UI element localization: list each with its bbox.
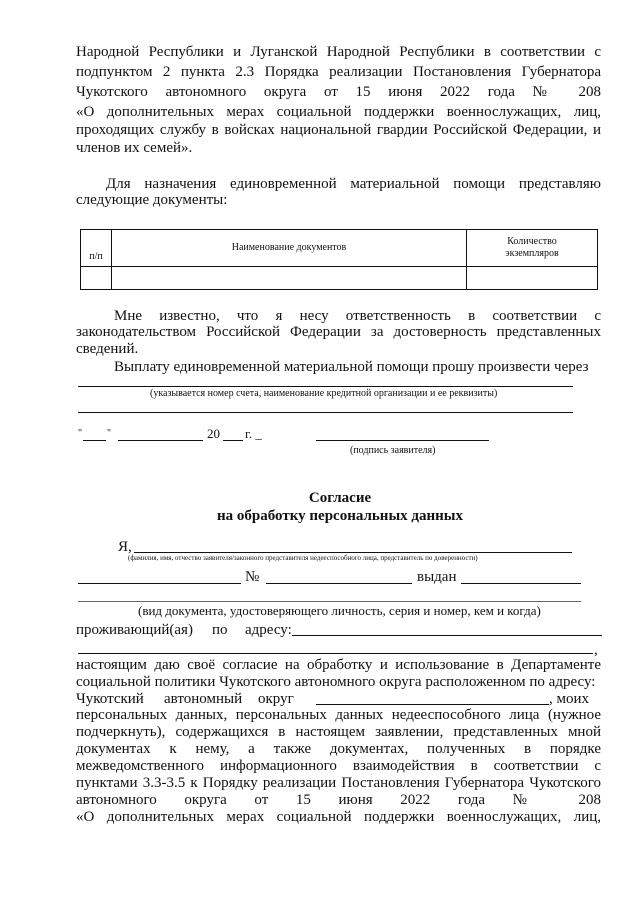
responsibility-line-3: сведений. <box>76 341 139 357</box>
consent-ya: Я, <box>118 539 132 555</box>
signature-line[interactable] <box>316 440 489 441</box>
docs-intro-line-1: Для назначения единовременной материальной помощи представляю <box>106 176 601 192</box>
date-quote-close: " <box>107 428 112 439</box>
consent-chukotka-2: автономный <box>164 691 243 707</box>
consent-address-comma: , <box>594 642 598 658</box>
consent-body-line-8: автономного округа от 15 июня 2022 года № 208 <box>76 792 601 808</box>
col-header-count-1: Количество <box>507 236 557 247</box>
intro-line-5: проходящих службу в войсках национальной гвардии Российской Федерации, и <box>76 122 601 138</box>
consent-doc-number-line[interactable] <box>266 583 412 584</box>
responsibility-line-2: законодательством Российской Федерации за достоверность представленных <box>76 324 601 340</box>
intro-line-4: «О дополнительных мерах социальной поддержки военнослужащих, лиц, <box>76 104 601 120</box>
payment-details-line[interactable] <box>78 412 573 413</box>
signature-hint: (подпись заявителя) <box>350 445 436 456</box>
consent-body-line-1: настоящим даю своё согласие на обработку и использование в Департаменте <box>76 657 601 673</box>
responsibility-line-1: Мне известно, что я несу ответственность в соответствии с <box>114 308 601 324</box>
consent-doc-type-line[interactable] <box>78 583 241 584</box>
intro-line-3: Чукотского автономного округа от 15 июня 2022 года № 208 <box>76 84 601 100</box>
consent-body-line-9: «О дополнительных мерах социальной поддержки военнослужащих, лиц, <box>76 809 601 825</box>
intro-line-2: подпунктом 2 пункта 2.3 Порядка реализации Постановления Губернатора <box>76 64 601 80</box>
consent-residing-2: по <box>212 622 228 638</box>
consent-name-hint: (фамилия, имя, отчество заявителя/законного представителя недееспособного лица, представитель по доверенности) <box>128 554 478 562</box>
consent-address-line-2[interactable] <box>78 653 593 654</box>
date-quote-open: " <box>78 428 83 439</box>
date-day-line[interactable] <box>83 440 106 441</box>
consent-issued-line[interactable] <box>461 583 581 584</box>
payment-hint: (указывается номер счета, наименование кредитной организации и ее реквизиты) <box>150 388 498 399</box>
col-header-number: п/п <box>81 230 112 267</box>
consent-residing-1: проживающий(ая) <box>76 622 193 638</box>
date-year-line[interactable] <box>223 440 243 441</box>
col-header-count <box>467 230 598 267</box>
consent-address-line[interactable] <box>292 635 602 636</box>
table-cell-name[interactable] <box>112 267 467 290</box>
payment-account-line[interactable] <box>78 386 573 387</box>
consent-issued: выдан <box>417 569 457 585</box>
date-year-suffix: г. _ <box>245 426 262 441</box>
consent-body-line-2: социальной политики Чукотского автономного округа расположенном по адресу: <box>76 674 596 690</box>
consent-body-line-6: межведомственного информационного взаимодействия в соответствии с <box>76 758 601 774</box>
consent-number-sign: № <box>245 569 260 585</box>
payment-text: Выплату единовременной материальной помощи прошу произвести через <box>114 359 589 375</box>
consent-subtitle: на обработку персональных данных <box>217 508 463 524</box>
consent-name-line[interactable] <box>134 552 572 553</box>
consent-doc-hint: (вид документа, удостоверяющего личность, серия и номер, кем и когда) <box>138 603 541 618</box>
date-month-line[interactable] <box>118 440 203 441</box>
consent-chukotka-3: округ <box>258 691 294 707</box>
consent-body-line-4: подчеркнуть), содержащихся в настоящем заявлении, представленных мной <box>76 724 601 740</box>
table-row <box>81 267 598 290</box>
consent-chukotka-1: Чукотский <box>76 691 144 707</box>
consent-body-line-3: персональных данных, персональных данных недееспособного лица (нужное <box>76 707 601 723</box>
consent-department-address-line[interactable] <box>316 704 549 705</box>
table-cell-count[interactable] <box>467 267 598 290</box>
table-header-row <box>81 230 598 267</box>
intro-line-1: Народной Республики и Луганской Народной Республики в соответствии с <box>76 44 601 60</box>
consent-residing-3: адресу: <box>245 622 292 638</box>
consent-body-line-7: пунктами 3.3-3.5 к Порядку реализации Постановления Губернатора Чукотского <box>76 775 601 791</box>
table-cell-number[interactable] <box>81 267 112 290</box>
consent-chukotka-4: , моих <box>549 691 590 707</box>
consent-body-line-5: документах к нему, а также документах, полученных в порядке <box>76 741 601 757</box>
docs-intro-line-2: следующие документы: <box>76 192 228 208</box>
col-header-count-2: экземпляров <box>505 248 559 259</box>
consent-title: Согласие <box>308 490 372 506</box>
date-year-prefix: 20 <box>207 426 220 441</box>
col-header-name: Наименование документов <box>112 230 467 267</box>
documents-table <box>80 229 598 290</box>
intro-last-line: членов их семей». <box>76 140 193 156</box>
